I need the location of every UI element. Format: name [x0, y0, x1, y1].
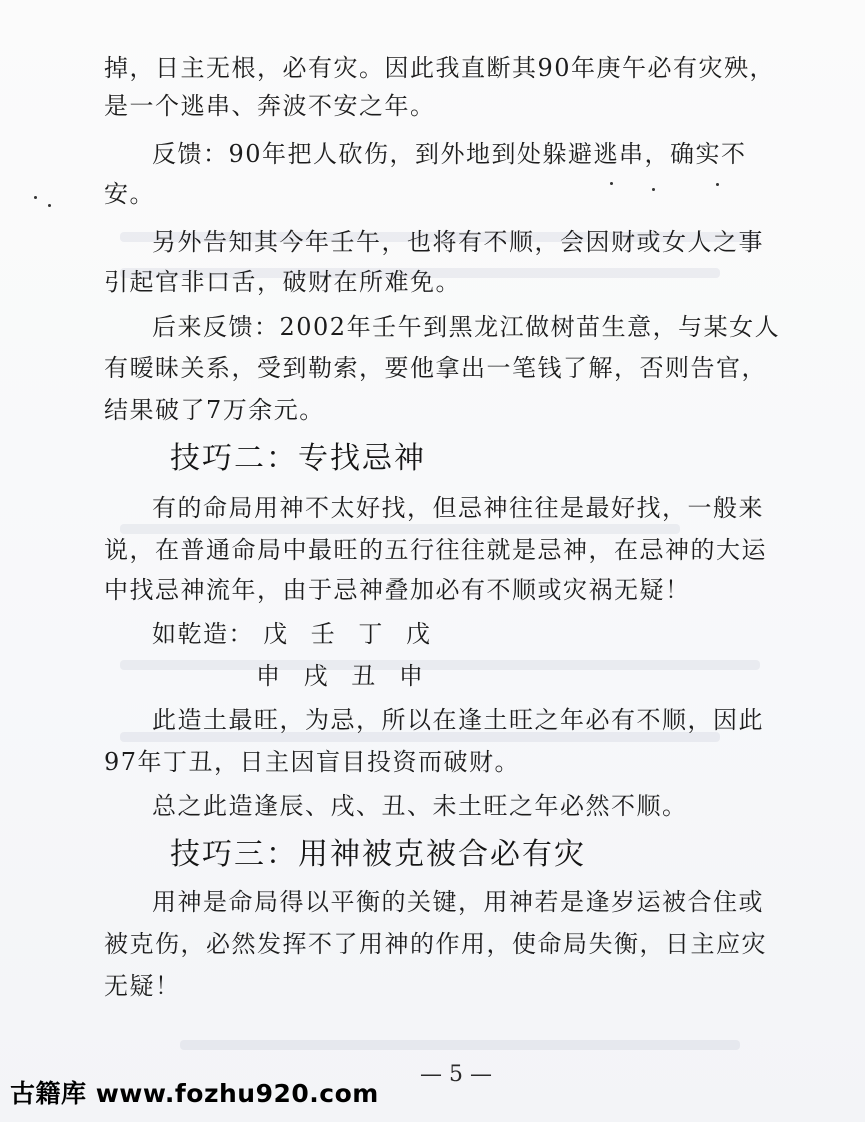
page-number: — 5 — [420, 1062, 492, 1087]
example-stems: 戊 壬 丁 戊 [263, 620, 439, 648]
paragraph1-line2: 是一个逃串、奔波不安之年。 [104, 92, 436, 120]
section2-line3: 中找忌神流年，由于忌神叠加必有不顺或灾祸无疑！ [104, 576, 691, 604]
section3-heading: 技巧三：用神被克被合必有灾 [170, 837, 586, 872]
bleed-through-line [180, 1040, 740, 1050]
section2-line2: 说，在普通命局中最旺的五行往往就是忌神，在忌神的大运 [104, 536, 767, 564]
scan-speck [48, 204, 51, 207]
feedback1-line1: 反馈：90年把人砍伤，到外地到处躲避逃串，确实不 [152, 140, 747, 168]
section3-line1: 用神是命局得以平衡的关键，用神若是逢岁运被合住或 [152, 888, 764, 916]
example-chart-stems-row [152, 622, 438, 646]
site-watermark: 古籍库 www.fozhu920.com [10, 1079, 379, 1108]
example-summary: 总之此造逢辰、戌、丑、未土旺之年必然不顺。 [152, 792, 688, 820]
example-branches: 申 戌 丑 申 [256, 662, 431, 690]
example-line1: 此造土最旺，为忌，所以在逢土旺之年必有不顺，因此 [152, 706, 764, 734]
example-line2: 97年丁丑，日主因盲目投资而破财。 [104, 748, 521, 776]
section2-line1: 有的命局用神不太好找，但忌神往往是最好找，一般来 [152, 494, 764, 522]
section3-line2: 被克伤，必然发挥不了用神的作用，使命局失衡，日主应灾 [104, 930, 767, 958]
paragraph1-line1: 掉，日主无根，必有灾。因此我直断其90年庚午必有灾殃， [104, 54, 776, 82]
bleed-through-line [120, 524, 680, 534]
section3-line3: 无疑！ [104, 972, 181, 1000]
feedback2-line2: 有暧昧关系，受到勒索，要他拿出一笔钱了解，否则告官， [104, 354, 767, 382]
scan-speck [652, 188, 655, 191]
scan-speck [716, 183, 719, 186]
feedback2-line3: 结果破了7万余元。 [104, 396, 325, 424]
paragraph2-line1: 另外告知其今年壬午，也将有不顺，会因财或女人之事 [152, 228, 764, 256]
feedback2-line1: 后来反馈：2002年壬午到黑龙江做树苗生意，与某女人 [152, 313, 781, 341]
scan-speck [34, 196, 37, 199]
feedback1-line2: 安。 [104, 180, 155, 208]
example-label: 如乾造： [152, 620, 254, 648]
scan-speck [610, 182, 613, 185]
section2-heading: 技巧二：专找忌神 [170, 441, 426, 476]
paragraph2-line2: 引起官非口舌，破财在所难免。 [104, 268, 461, 296]
bleed-through-line [120, 660, 760, 670]
